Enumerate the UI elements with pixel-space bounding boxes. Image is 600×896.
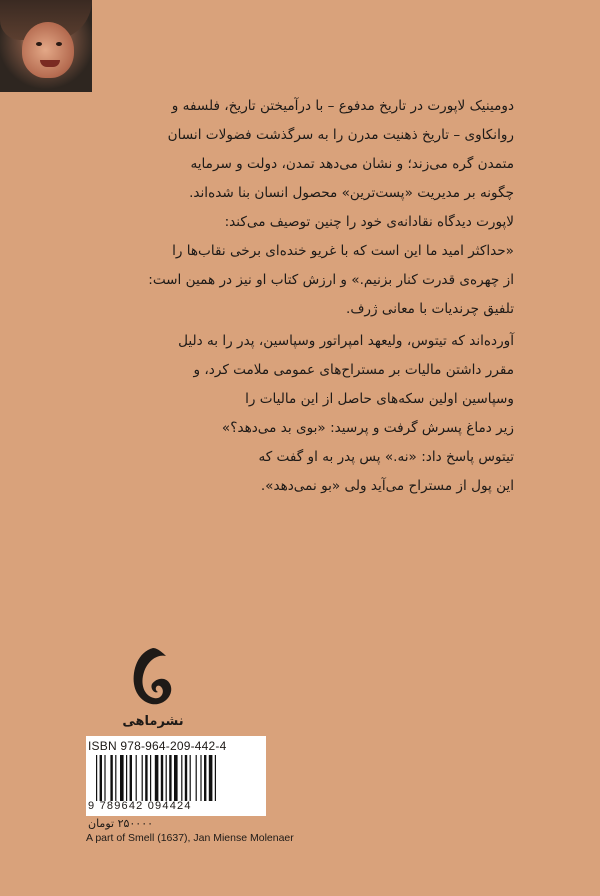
barcode-bar — [190, 755, 191, 801]
barcode-bar — [200, 755, 201, 801]
barcode-bar — [185, 755, 187, 801]
barcode-bar — [96, 755, 97, 801]
barcode-number: 9 789642 094424 — [88, 800, 192, 812]
image-credit: A part of Smell (1637), Jan Miense Molenaer — [86, 832, 294, 844]
anecdote-paragraph — [88, 327, 514, 501]
barcode-bar — [145, 755, 147, 801]
barcode-bar — [196, 755, 197, 801]
text-line: آورده‌اند که تیتوس، ولیعهد امپراتور وسپاسین، پدر را به دلیل — [178, 333, 514, 349]
barcode — [86, 736, 266, 816]
text-line: تلفیق چرندیات با معانی ژرف. — [346, 301, 514, 317]
fish-logo-icon — [118, 640, 188, 720]
barcode-bars — [96, 755, 258, 801]
text-line: این پول از مستراح می‌آید ولی «بو نمی‌دهد». — [260, 478, 514, 494]
barcode-bar — [115, 755, 116, 801]
barcode-bar — [166, 755, 167, 801]
text-line: «حداکثر امید ما این است که با غریو خنده‌ای برخی نقاب‌ها را — [172, 243, 514, 259]
barcode-bar — [174, 755, 178, 801]
text-line: مقرر داشتن مالیات بر مستراح‌های عمومی ملامت کرد، و — [193, 362, 514, 378]
text-line: زیر دماغ پسرش گرفت و پرسید: «بوی بد می‌دهد؟» — [221, 420, 514, 436]
barcode-bar — [130, 755, 132, 801]
cover-painting-detail — [0, 0, 92, 92]
barcode-bar — [126, 755, 127, 801]
barcode-bar — [181, 755, 182, 801]
text-line: از چهره‌ی قدرت کنار بزنیم.» و ارزش کتاب او نیز در همین است: — [148, 272, 514, 288]
barcode-bar — [136, 755, 137, 801]
text-line: دومینیک لاپورت در تاریخ مدفوع – با درآمیختن تاریخ، فلسفه و — [171, 98, 514, 114]
barcode-bar — [161, 755, 163, 801]
description-paragraph — [88, 92, 514, 324]
barcode-bar — [104, 755, 105, 801]
text-line: لاپورت دیدگاه نقادانه‌ی خود را چنین توصیف می‌کند: — [224, 214, 514, 230]
text-line: تیتوس پاسخ داد: «نه.» پس پدر به او گفت که — [258, 449, 514, 465]
text-line: وسپاسین اولین سکه‌های حاصل از این مالیات را — [245, 391, 514, 407]
price-label: ۲۵۰۰۰۰ تومان — [88, 817, 154, 830]
text-line: چگونه بر مدیریت «پست‌ترین» محصول انسان بنا شده‌اند. — [189, 185, 514, 201]
barcode-bar — [142, 755, 143, 801]
barcode-bar — [155, 755, 159, 801]
barcode-bar — [169, 755, 171, 801]
publisher-name: نشرماهی — [122, 714, 184, 729]
text-line: روانکاوی – تاریخ ذهنیت مدرن را به سرگذشت فضولات انسان — [167, 127, 514, 143]
text-line: متمدن گره می‌زند؛ و نشان می‌دهد تمدن، دولت و سرمایه — [190, 156, 514, 172]
barcode-bar — [150, 755, 151, 801]
barcode-bar — [100, 755, 102, 801]
barcode-bar — [110, 755, 112, 801]
isbn-label: ISBN 978-964-209-442-4 — [88, 739, 227, 753]
barcode-bar — [204, 755, 206, 801]
barcode-bar — [215, 755, 216, 801]
barcode-bar — [209, 755, 213, 801]
barcode-bar — [120, 755, 124, 801]
